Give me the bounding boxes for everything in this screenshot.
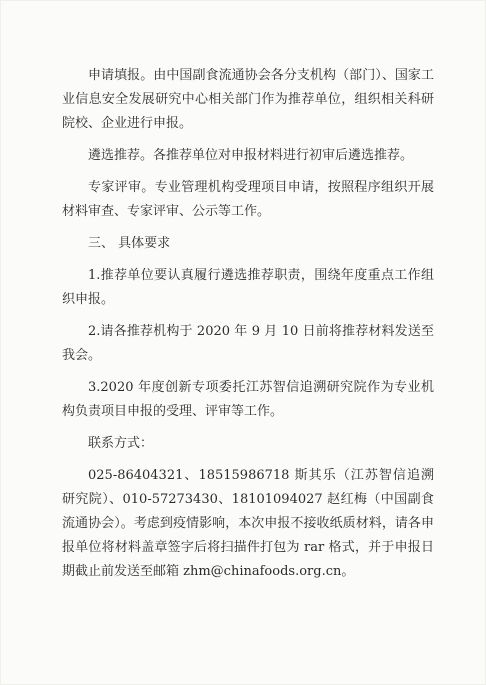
contact-label: 联系方式： [88,436,154,451]
section-heading: 三、 具体要求 [88,236,171,251]
document-body [62,64,434,584]
requirement-item-1: 1.推荐单位要认真履行遴选推荐职责，围绕年度重点工作组织申报。 [62,268,434,307]
requirement-item-3: 3.2020 年度创新专项委托江苏智信追溯研究院作为专业机构负责项目申报的受理、评审等工作。 [62,380,434,419]
paragraph-application: 申请填报。由中国副食流通协会各分支机构（部门）、国家工业信息安全发展研究中心相关部门作为推荐单位，组织相关科研院校、企业进行申报。 [62,68,434,131]
paragraph-recommendation: 遴选推荐。各推荐单位对申报材料进行初审后遴选推荐。 [88,148,414,163]
paragraph-expert-review: 专家评审。专业管理机构受理项目申请，按照程序组织开展材料审查、专家评审、公示等工作。 [62,180,434,219]
contact-details: 025-86404321、18515986718 斯其乐（江苏智信追溯研究院）、010-57273430、18101094027 赵红梅（中国副食流通协会）。考虑到疫情影响，本次申报不接收纸质材料，请各申报单位将材料盖章签字后将扫描件打包为 rar 格式，并于申报日期截止前发送至邮箱 zhm@chinafoods.org.cn。 [62,468,434,579]
requirement-item-2: 2.请各推荐机构于 2020 年 9 月 10 日前将推荐材料发送至我会。 [62,324,434,363]
